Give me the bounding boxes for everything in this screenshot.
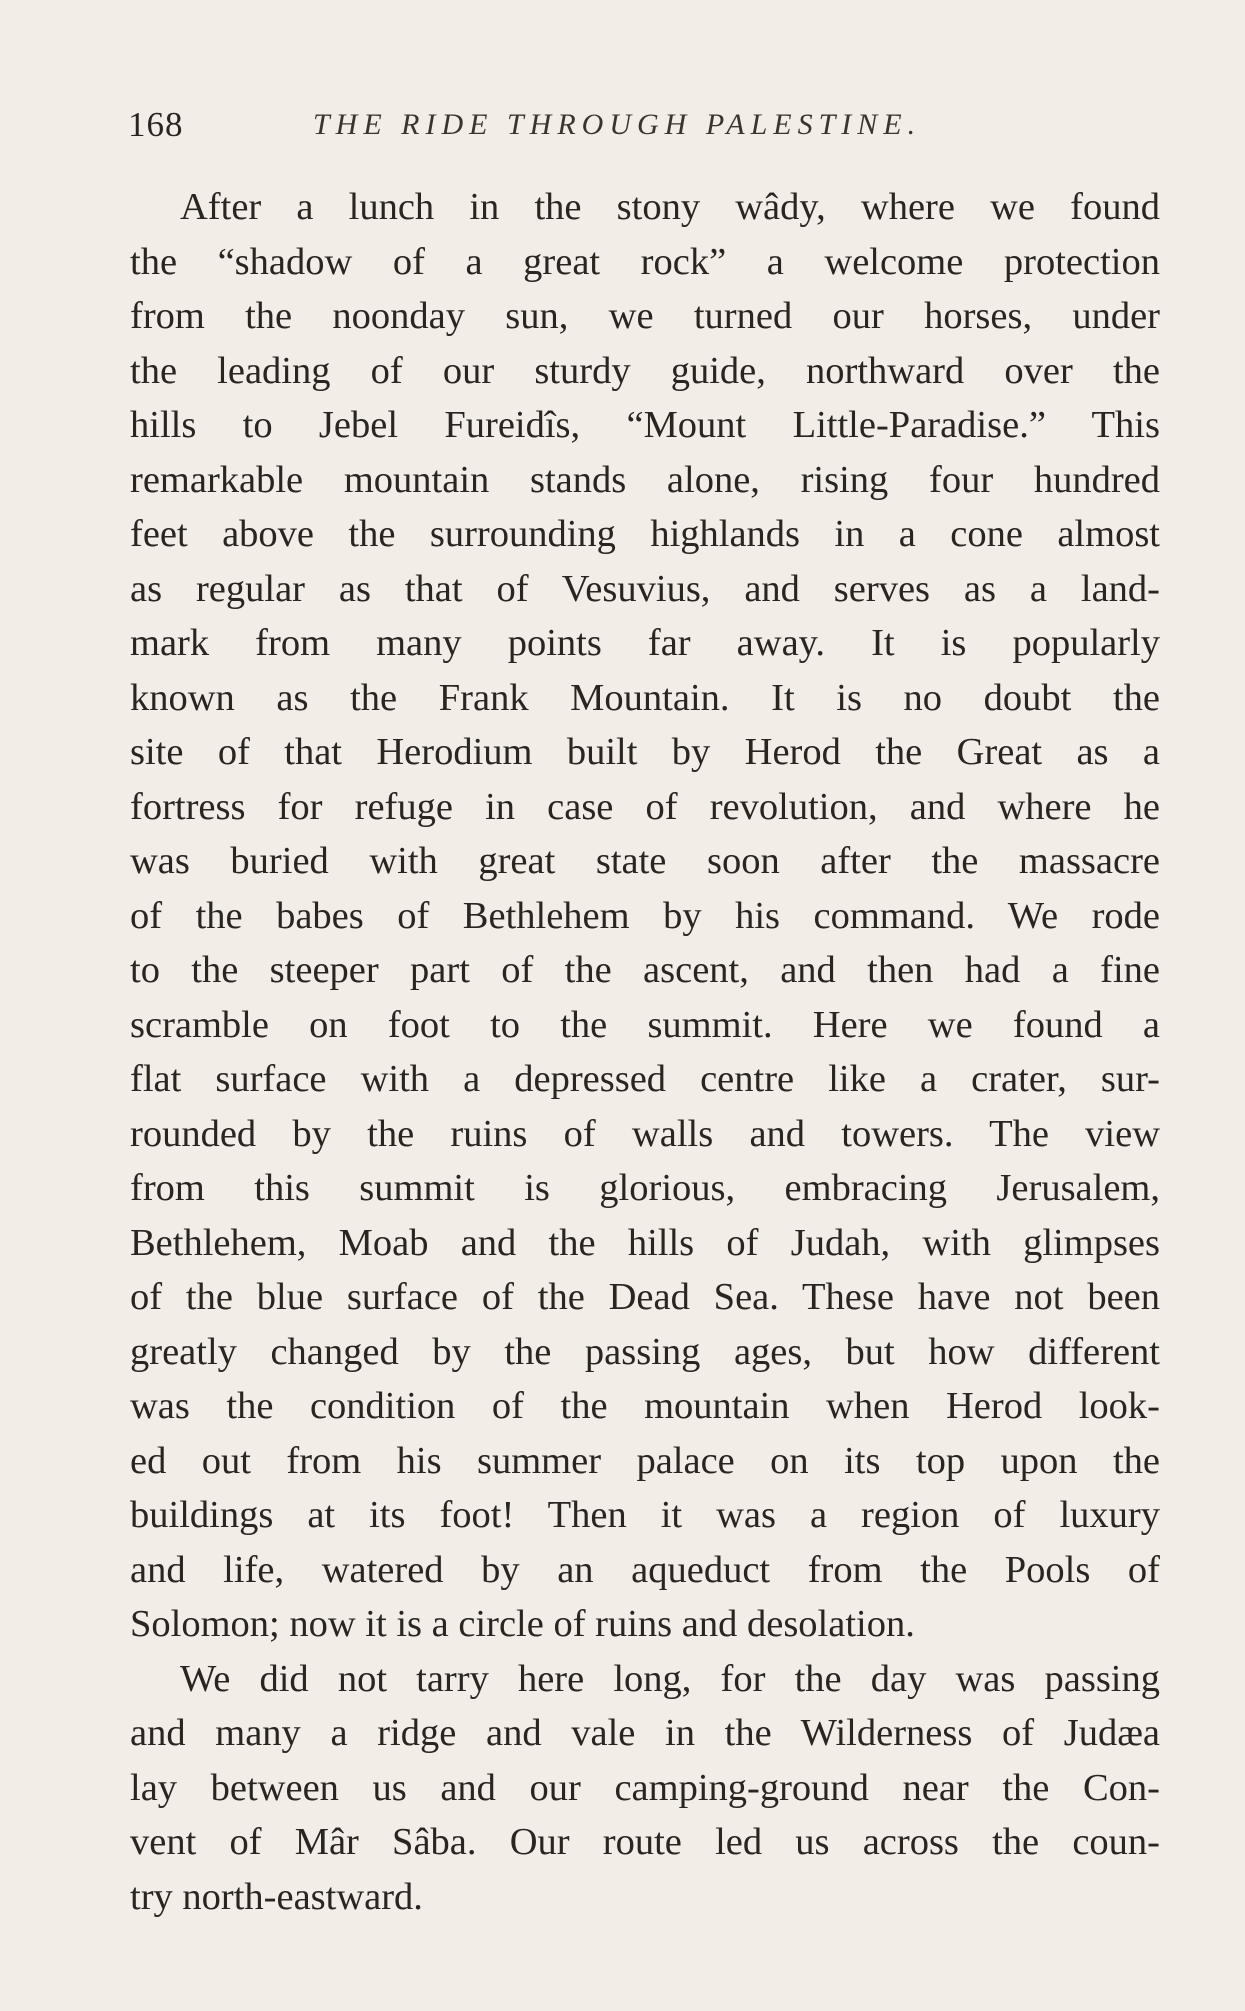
text-line: feet above the surrounding highlands in a cone almost bbox=[130, 513, 1160, 555]
text-line: site of that Herodium built by Herod the Great as a bbox=[130, 731, 1160, 773]
text-line: remarkable mountain stands alone, rising four hundred bbox=[130, 458, 1160, 501]
text-line: the “shadow of a great rock” a welcome protection bbox=[130, 240, 1160, 283]
text-line: and life, watered by an aqueduct from the Pools of bbox=[130, 1548, 1160, 1591]
text-line: and many a ridge and vale in the Wilderness of Judæa bbox=[130, 1712, 1160, 1754]
text-line: try north-eastward. bbox=[130, 1875, 423, 1918]
text-line: buildings at its foot! Then it was a region of luxury bbox=[130, 1494, 1160, 1536]
paragraph bbox=[130, 1652, 1160, 1925]
text-line: to the steeper part of the ascent, and then had a fine bbox=[130, 949, 1160, 991]
text-line: We did not tarry here long, for the day was passing bbox=[180, 1657, 1160, 1700]
text-line: greatly changed by the passing ages, but how different bbox=[130, 1330, 1160, 1373]
text-line: flat surface with a depressed centre like a crater, sur- bbox=[130, 1058, 1160, 1100]
text-line: scramble on foot to the summit. Here we found a bbox=[130, 1003, 1160, 1046]
text-line: mark from many points far away. It is popularly bbox=[130, 622, 1160, 664]
text-line: known as the Frank Mountain. It is no doubt the bbox=[130, 676, 1160, 719]
text-line: of the babes of Bethlehem by his command. We rode bbox=[130, 894, 1160, 937]
text-line: from the noonday sun, we turned our horses, under bbox=[130, 295, 1160, 337]
text-line: as regular as that of Vesuvius, and serves as a land- bbox=[130, 567, 1160, 610]
text-line: the leading of our sturdy guide, northward over the bbox=[130, 349, 1160, 392]
page-number: 168 bbox=[128, 105, 184, 144]
text-line: was the condition of the mountain when Herod look- bbox=[130, 1385, 1160, 1427]
text-line: vent of Mâr Sâba. Our route led us across the coun- bbox=[130, 1821, 1160, 1863]
text-line: rounded by the ruins of walls and towers. The view bbox=[130, 1112, 1160, 1155]
body-text bbox=[130, 180, 1160, 1924]
text-line: from this summit is glorious, embracing Jerusalem, bbox=[130, 1167, 1160, 1209]
page-header bbox=[128, 100, 1008, 150]
paragraph bbox=[130, 180, 1160, 1652]
text-line: of the blue surface of the Dead Sea. These have not been bbox=[130, 1276, 1160, 1318]
text-line: After a lunch in the stony wâdy, where we found bbox=[180, 186, 1160, 228]
text-line: lay between us and our camping-ground near the Con- bbox=[130, 1766, 1160, 1809]
running-title: THE RIDE THROUGH PALESTINE. bbox=[313, 108, 922, 141]
text-line: hills to Jebel Fureidîs, “Mount Little-Paradise.” This bbox=[130, 404, 1160, 446]
text-line: Bethlehem, Moab and the hills of Judah, with glimpses bbox=[130, 1221, 1160, 1264]
text-line: Solomon; now it is a circle of ruins and desolation. bbox=[130, 1603, 915, 1645]
text-line: was buried with great state soon after the massacre bbox=[130, 840, 1160, 882]
text-line: fortress for refuge in case of revolution, and where he bbox=[130, 785, 1160, 828]
text-line: ed out from his summer palace on its top upon the bbox=[130, 1439, 1160, 1482]
